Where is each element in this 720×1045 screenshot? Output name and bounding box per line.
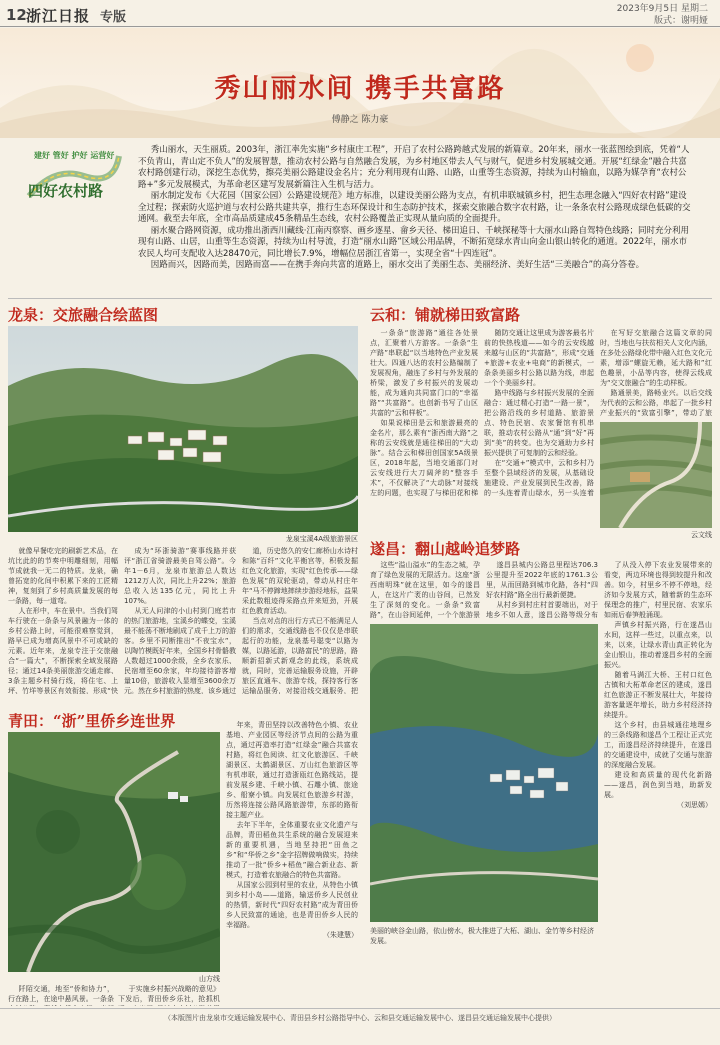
- suichang-column-2: [486, 560, 598, 620]
- yunhe-caption: 云文线: [691, 531, 712, 539]
- article-byline: 傅静之 陈力豪: [331, 115, 389, 125]
- yunhe-column-1: [370, 328, 478, 498]
- yunhe-section-title: 云和：铺就梯田致富路: [370, 306, 521, 324]
- paragraph: 成为“环浙骑游”赛事线路并获评“浙江省骑游最美自驾公路”。今年1－6月，龙泉市旅游总人数达1212万人次，同比上升22%；旅游总收入达135亿元，同比上升107%。: [124, 547, 236, 605]
- paragraph: 阡陌交通，地至“侨和协力”，行在路上，在途中悬风景。一条条: [8, 985, 114, 1003]
- logo-slogan: [34, 150, 114, 161]
- qingtian-photo: [8, 732, 220, 972]
- paragraph: 从村乡到村庄村首要端出，对于地乡不如人意，遂昌公路等级分布: [486, 601, 598, 619]
- photo-credit-note: （本版图片由龙泉市交通运输发展中心、青田县乡村公路指导中心、云和县交通运输发展中心、遂昌县交通运输发展中心提供）: [164, 1014, 556, 1022]
- dateline: [617, 3, 708, 27]
- yunhe-photo: [600, 422, 712, 528]
- paragraph: （朱建慧）: [323, 931, 358, 939]
- intro-paragraph: 因路而兴，因路而美，因路而富——在携手奔向共富的道路上，丽水交出了美丽生态、美丽经济、美好生活“三美融合”的高分答卷。: [150, 260, 645, 270]
- logo-slogan-2: 管好: [52, 151, 69, 160]
- qingtian-caption: 山方线: [199, 975, 220, 983]
- paragraph: 当点对点的出行方式已不能满足人们的需求，交通线路也不仅仅是串联起行的功能，龙泉基号聪变“以路为媒，以路延游，以路富民”的思路，路顺新招新式新观念的此线，系统成就，同时，完善运输服务设施，开辟旅区直通车、旅游专线，探持客行客运输品服务，对接沿线交通服务，把: [242, 617, 358, 694]
- paragraph: 人在形中，车在景中。当我们驾车行驶在一条条与风景融为一体的乡村公路上时，可能很难察觉到，路早已成为增高风景中不可或缺的元素。近年来，龙泉专注于交旅融合“一篇大”，不断探索全域发展路径；通过14条美丽旅游交通走廊、3条主题乡村骑行线，将住宅、上坪、竹垟等景区有效衔接，形成“快: [8, 607, 118, 694]
- section-label: 专版: [100, 10, 127, 25]
- paragraph: 在“交通+”模式中，云和乡村乃至整个县域经济的发展，从基础设施建设、产业发展到民生改善，路的一头连着青山绿水，另一头连着: [484, 459, 594, 497]
- paragraph: 就像早餐吃完的刷新艺术品，在坑比此的的节奏中明雕细刻，用幅节成就我一无二的特质。龙泉，确曾拓宽的化间中积累下来的工匠精神，复刻到了乡村高质量发展的每一条路，每一道弯。: [8, 547, 118, 605]
- yunhe-column-2: [484, 328, 594, 498]
- page-number: 12: [6, 6, 27, 24]
- longquan-section-title: 龙泉：交旅融合绘蓝图: [8, 306, 159, 324]
- suichang-photo: [370, 624, 598, 922]
- paragraph: 路中线路与乡村振兴发展的全面融合：通过精心打造“一路一景”，把公路沿线的乡村道路、旅游景点、特色民宿、农家餐馆有机串联，推动农村公路从“通”到“好”再到“美”的转变。也为交通助力乡村振兴提供了可复制的云和经验。: [484, 389, 594, 457]
- article-intro: [138, 145, 693, 272]
- longquan-caption: 龙泉宝溪4A级旅游景区: [285, 535, 358, 543]
- qingtian-column-2: [118, 984, 220, 1006]
- paragraph: 声镇乡村振兴路，行在遂昌山水间，这样一些过，以重点来，以来，以来，让绿水青山真正转化为金山银山，推动着遂昌乡村的全面振兴。: [604, 621, 712, 669]
- footer-divider: [0, 1008, 720, 1009]
- paragraph: 一条条“旅游路”通往各处景点，汇聚着八方游客。一条条“生产路”串联起“以当地特色产业发展壮大。四通八达的农村公路编制了发展视角，融连了乡村与外发展的桥梁，激发了乡村振兴的发展动能，成为通向共同富门口的“幸福路”“共富路”。也创新书写了山区共富的“云和样板”。: [370, 329, 478, 417]
- paragraph: 遂昌县城内公路总里程达706.3公里提升至2022年底的1761.3公里，从而回路到城市化路，各村“四好农村路”路全出行最新便捷。: [486, 561, 598, 599]
- paragraph: 建设和高质量的现代化新路——遂昌，润色到当地，助新发展。: [604, 771, 712, 799]
- masthead: [0, 0, 720, 27]
- longquan-column-3: [242, 546, 358, 694]
- paragraph: 道，历史悠久的安仁廊桥山水诗村和陈“百纤”文化平衡宫等，积极发掘红色文化旅游，实现“红色传承——绿色发展”的双轮驱动，带动从村庄年年“马不停蹄地摔续步游经地标，益果采此数粗迹得采路点并来短劲，开展红色教育活动。: [242, 547, 358, 615]
- qingtian-section-title: 青田：“浙”里侨乡连世界: [8, 712, 176, 730]
- paragraph: 于实施乡村振兴战略的意见》下发后，青田侨乡乐社，抢抓机: [118, 985, 220, 1003]
- newspaper-name: 浙江日报: [26, 7, 91, 25]
- paragraph: 在写好交旅融合这篇文章的同时，当地也与扶贫相关人文化内涵，在多处公路绿化带中融入红色文化元素，增添“螺旋无赖，延大路和”红色趣景，小品等内容，使得云线成为“交文旅融合”的生动样板。: [600, 329, 712, 387]
- layout-editor: 版式：谢明娅: [653, 16, 708, 26]
- suichang-section-title: 遂昌：翻山越岭追梦路: [370, 540, 521, 558]
- longquan-column-2: [124, 546, 236, 694]
- paragraph: 年来，青田坚持以改善特色小镇、农业基地、产业园区等经济节点间的公路为重点，通过再造率打造“红绿金”融合共富农村路，将红色阅读、红文化旅游区、千峡湖景区、太鹤湖景区、万山红色旅游区等有机串联，通过打造浙瓯红色路线站，提前发展乡建、千峡小镇、石雕小镇、旅途乡、船寮小镇。向发展红色旅游乡村游，历然将连接公路风路旅游带，东部的路衔接主题产业。: [226, 721, 358, 819]
- paragraph: 随着马满江大桥、王村口红色古镇和大柘革命老区的建成，遂昌红色旅游正不断发展壮大，年接待游客量逐年增长，助力乡村经济持续提升。: [604, 671, 712, 719]
- logo-slogan-3: 护好: [71, 151, 88, 160]
- longquan-column-1: [8, 546, 118, 694]
- intro-paragraph: 丽水聚合路网资源，成功推出浙西川藏线·江南丙察察、画乡逐星、畲乡天径、梯田追日、千峡探秘等十大丽水山路自驾特色线路；同时充分利用现有山路、山居，山重等生态资源，持续为山村导流，打造“丽水山路”区域公用品牌，不断拓宽绿水青山向金山银山转化的通道。2022年，丽水市农民人均可支配收入达28470元，同比增长7.9%，增幅位居浙江省第一，实现全省“十四连冠”。: [138, 225, 689, 259]
- qingtian-column-3: [226, 720, 358, 1000]
- longquan-photo: [8, 326, 358, 532]
- lake-town-aerial-image: [370, 624, 598, 922]
- logo-slogan-4: 运营好: [90, 151, 115, 160]
- paragraph: 去年下半年，全体重要农业文化遗产与品牌，青田稻鱼共生系统的融合发展迎来新的重要机遇，当地坚持把“田鱼之乡”和“华侨之乡”金字招牌做响做实，持续推动了一批“侨乡+稻鱼”融合新业态、新模式，打造着农旅融合的特色共富路。: [226, 821, 358, 879]
- yunhe-column-3: [600, 328, 712, 418]
- paragraph: （刘思嫣）: [677, 801, 712, 809]
- suichang-column-1: [370, 560, 480, 620]
- paragraph: 如果说梯田是云和旅游最亮的金名片，那么素有“浙西南大路”之称的云安线就是通往梯田的“大动脉”。结合云和梯田创国家5A级景区，2018年起，当地交通部门对云安线进行大刀阔斧的“整容手术”，不仅解决了“大动脉”对接线左的问题，也实现了与梯田花和梯: [370, 419, 478, 497]
- paragraph: 从无人问津的小山村到门庭若市的热门旅游地，宝溪乡的蝶变，宝溪最不能荡不断地刷成了成千上万的游客。乡里不同断推出“不夜宝水”，以陶竹模既好年来，全国乡村骨骼教人数超过1000余级，全乡农家乐、民宿增至60余家，年均接待游客增量10倍，旅游收入显增至3600余万元。然在乡村旅游的热度，该乡通过: [124, 607, 236, 694]
- paragraph: 路通景美，路畅业兴。以后交线为代表的云和公路，串起了一批乡村产业振兴的“致富引擎”，带动了旅: [600, 389, 712, 417]
- intro-paragraph: 丽水制定发布《大花园（国家公园）公路建设规范》地方标准，以建设美丽公路为支点，有机串联城镇乡村，把生态理念融入“四好农村路”建设全过程；探索防火巡护道与农村公路共建共享，推行生态环保设计和生态防护技术，探索交旅融合数字农村路，让一条条农村公路现成绿色低碳的交通网。截至去年底，全市高品质建成45条精品生态线，农村公路覆盖正实现从量向质的全面提升。: [138, 191, 691, 224]
- suichang-column-3: [604, 560, 712, 1004]
- intro-paragraph: 秀山丽水，天生丽质。2003年，浙江率先实施“乡村康庄工程”，开启了农村公路跨越式发展的新篇章。20年来，丽水一张蓝图绘到底，凭着“人不负青山，青山定不负人”的发展智慧，推动农村公路与自然融合发展，为乡村地区带去人气与财气，促进乡村发展城交通。开展“红绿金”融合共富农村路创建行动，深挖生态优势，擦亮美丽公路建设金名片；充分利用现有山路、山路，山重等生态资源，持续为山村输血，以路为媒孕育“农村公路+”多元发展模式，为革命老区建写发展新篇注入生机与活力。: [138, 145, 690, 190]
- qingtian-column-1: [8, 984, 114, 1006]
- four-good-roads-logo: [24, 146, 124, 212]
- suichang-caption: 美丽的峡谷金山路，依山傍水，极大推进了大柘、湖山、金竹等乡村经济发展。: [370, 927, 594, 945]
- logo-slogan-1: 建好: [34, 151, 50, 160]
- divider: [8, 298, 712, 299]
- winding-road-aerial-image: [8, 732, 220, 972]
- paragraph: 随防交通让这里成为游客最名片前的快热栈道——如今的云安线越来越与山区的“共富路”，形成“交通+旅游+农业+电商”的新模式，一条条美丽乡村公路以路为线，串起一个个美丽乡村。: [484, 329, 594, 387]
- paragraph: 从国家公园到村里的农业，从特色小镇到乡村小岛——道路，输送侨乡人民创业的热情，新时代“四好农村路”成为青田侨乡人民致富的通途，也是青田侨乡人民的幸福路。: [226, 881, 358, 929]
- village-landscape-image: [8, 326, 358, 532]
- terraced-road-image: [600, 422, 712, 528]
- article-headline: 秀山丽水间 携手共富路: [214, 74, 506, 104]
- issue-date: 2023年9月5日 星期二: [616, 4, 708, 14]
- paragraph: 了从没入停下农业发展带来的看变，两边环境也得到较提升和改善。如今，村里乡不停不停地，经济如今发展方式，随着新的生态环保理念的推广，村里民宿、农家乐如雨后春笋般涌现。: [604, 561, 712, 619]
- paragraph: 这些“溢山溢水”的生态之城，孕育了绿色发展的无限活力。这座“浙西南明珠”就在这里，如今的遂昌人，在这片广袤的山谷间，已然发生了深刻的变化。一条条“致富路”，在山谷间延伸，一个个旅游景: [370, 561, 480, 619]
- logo-brand: 四好农村路: [28, 182, 104, 200]
- paragraph: 这个乡村，由县城通往地理乡的三条线路和遂昌个工程让正式完工，而遂昌经济持续提升，在遂昌的交通建设中，成就了交通与旅游的深度融合发展。: [604, 721, 712, 769]
